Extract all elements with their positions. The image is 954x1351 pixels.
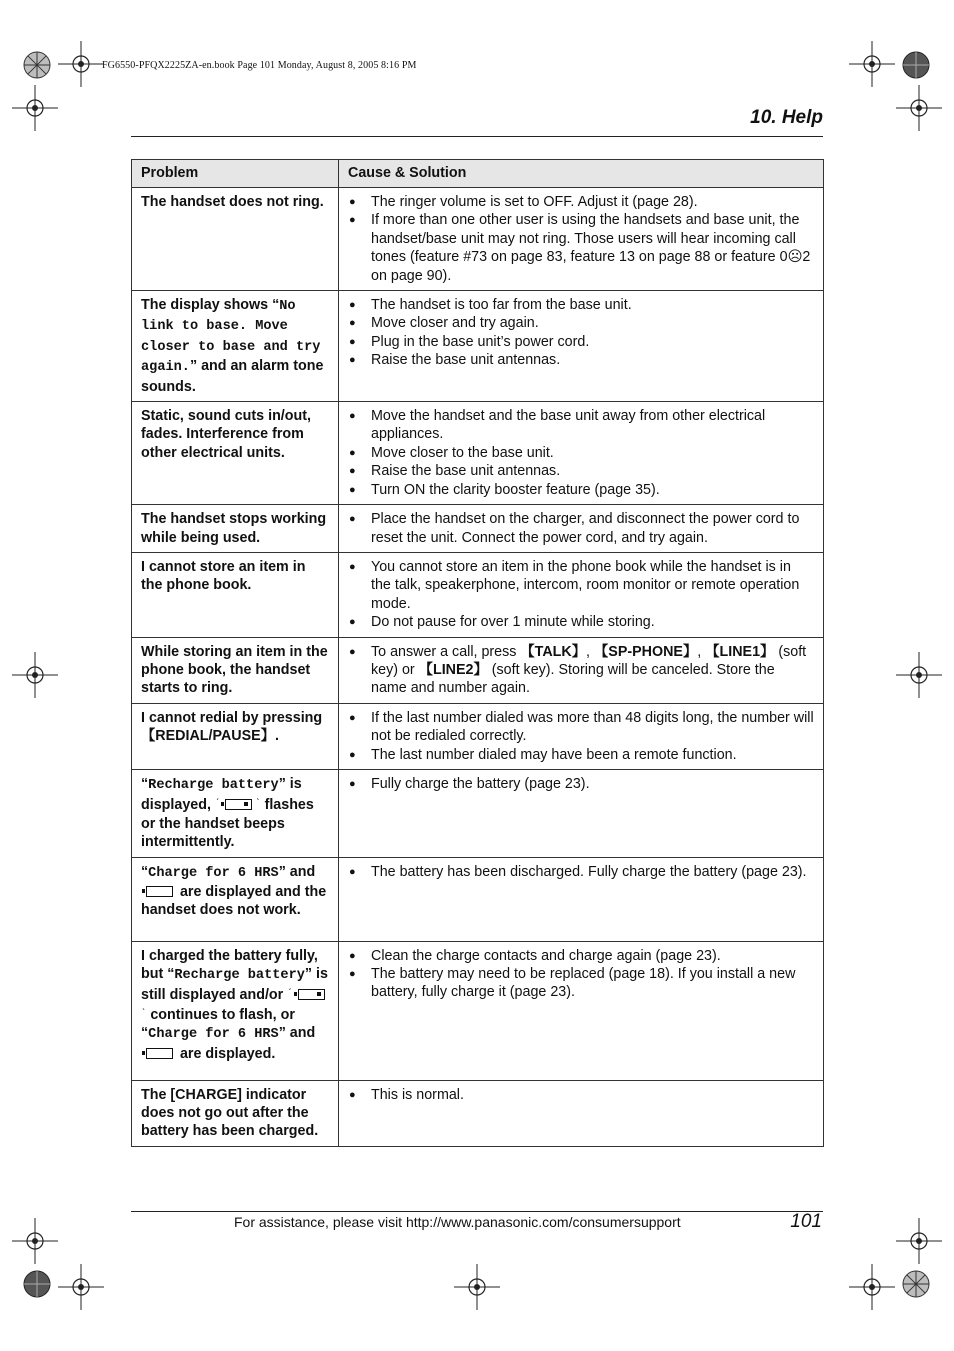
table-row <box>132 505 824 553</box>
solution-item: ● You cannot store an item in the phone book while the handset is in the talk, speakerphone, intercom, room monitor or remote operation mode. <box>348 558 814 613</box>
solution-cell <box>339 1080 824 1146</box>
troubleshooting-table <box>131 159 824 1147</box>
table-header-row <box>132 160 824 188</box>
crop-registration-mark-icon <box>896 1218 942 1264</box>
display-message: Recharge battery <box>148 777 279 793</box>
problem-text: ” and an alarm tone sounds. <box>141 358 324 395</box>
battery-low-flashing-icon <box>225 799 252 810</box>
solution-list <box>348 947 814 1002</box>
crop-registration-mark-icon <box>896 652 942 698</box>
crop-registration-mark-icon <box>454 1264 500 1310</box>
problem-text: “ <box>141 775 149 792</box>
flash-marks-icon: ˋ <box>142 1007 146 1019</box>
solution-list <box>348 775 814 793</box>
header-rule <box>131 136 823 137</box>
print-color-wheel-icon <box>23 51 51 79</box>
problem-cell <box>132 291 339 402</box>
solution-list <box>348 863 814 881</box>
problem-text: The display shows “ <box>141 297 280 314</box>
problem-text: “ <box>141 863 149 880</box>
table-row <box>132 637 824 703</box>
problem-text: ” is displayed, <box>141 775 302 814</box>
problem-cell <box>132 941 339 1080</box>
solution-list <box>348 510 814 547</box>
problem-text: flashes or the handset beeps intermittently. <box>141 797 314 851</box>
solution-item: ● Plug in the base unit’s power cord. <box>348 333 814 351</box>
footer-assistance-text: For assistance, please visit http://www.panasonic.com/consumersupport <box>234 1214 681 1230</box>
solution-cell <box>339 188 824 291</box>
solution-cell <box>339 552 824 637</box>
line1-key-label: 【LINE1】 <box>705 643 775 660</box>
display-message: Charge for 6 HRS <box>148 865 279 881</box>
solution-list <box>348 558 814 632</box>
solution-cell <box>339 857 824 941</box>
solution-item: ● Fully charge the battery (page 23). <box>348 775 814 793</box>
solution-item: ● The ringer volume is set to OFF. Adjust it (page 28). <box>348 193 814 211</box>
crop-registration-mark-icon <box>12 1218 58 1264</box>
problem-text: ” and <box>278 863 316 880</box>
crop-registration-mark-icon <box>849 1264 895 1310</box>
crop-registration-mark-icon <box>58 1264 104 1310</box>
redial-pause-key-label: 【REDIAL/PAUSE】 <box>141 728 275 745</box>
line2-key-label: 【LINE2】 <box>418 661 488 678</box>
solution-item: ● Place the handset on the charger, and disconnect the power cord to reset the unit. Connect the power cord, and try again. <box>348 510 814 547</box>
solution-list <box>348 709 814 764</box>
section-title: 10. Help <box>750 107 823 128</box>
print-color-wheel-icon <box>902 51 930 79</box>
problem-text: I cannot redial by pressing <box>141 709 323 726</box>
footer-rule <box>131 1211 823 1212</box>
page-number: 101 <box>790 1211 822 1232</box>
problem-cell: Static, sound cuts in/out, fades. Interference from other electrical units. <box>132 402 339 505</box>
battery-empty-icon <box>146 886 173 897</box>
flash-marks-icon: ˊ <box>215 798 220 810</box>
problem-text: I charged the battery fully, but “ <box>141 947 318 982</box>
battery-low-flashing-icon <box>298 989 325 1000</box>
display-message: Charge for 6 HRS <box>148 1027 279 1043</box>
flash-marks-icon: ˊ <box>288 988 292 1000</box>
separator: , <box>697 643 706 660</box>
solution-item: ● The battery may need to be replaced (page 18). If you install a new battery, fully charge it (page 23). <box>348 965 814 1002</box>
battery-empty-icon <box>146 1048 173 1059</box>
solution-item: ● Move closer to the base unit. <box>348 444 814 462</box>
print-header: FG6550-PFQX2225ZA-en.book Page 101 Monday, August 8, 2005 8:16 PM <box>102 60 417 71</box>
sp-phone-key-label: 【SP-PHONE】 <box>594 643 698 660</box>
problem-text: ” and <box>278 1025 316 1042</box>
solution-item: ● Clean the charge contacts and charge again (page 23). <box>348 947 814 965</box>
problem-cell: I cannot store an item in the phone book. <box>132 552 339 637</box>
solution-list <box>348 407 814 499</box>
problem-text: are displayed and the handset does not work. <box>141 884 327 919</box>
solution-item: ● If the last number dialed was more than 48 digits long, the number will not be redialed correctly. <box>348 709 814 746</box>
problem-text: . <box>274 728 279 745</box>
table-row <box>132 703 824 769</box>
solution-text: To answer a call, press <box>371 643 521 660</box>
crop-registration-mark-icon <box>849 41 895 87</box>
solution-list <box>348 643 814 698</box>
problem-text: ” is still displayed and/or <box>141 966 328 1004</box>
solution-cell <box>339 941 824 1080</box>
display-message: Recharge battery <box>174 968 305 983</box>
solution-list <box>348 1086 814 1104</box>
solution-item: ● Move the handset and the base unit away from other electrical appliances. <box>348 407 814 444</box>
solution-cell <box>339 505 824 553</box>
problem-cell <box>132 769 339 857</box>
solution-cell <box>339 769 824 857</box>
crop-registration-mark-icon <box>12 85 58 131</box>
problem-cell: The handset stops working while being used. <box>132 505 339 553</box>
solution-item: ● This is normal. <box>348 1086 814 1104</box>
display-message: No link to base. Move closer to base and try again. <box>141 299 321 376</box>
print-color-wheel-icon <box>902 1270 930 1298</box>
flash-marks-icon: ˋ <box>256 798 260 810</box>
problem-cell <box>132 857 339 941</box>
solution-list <box>348 193 814 285</box>
print-color-wheel-icon <box>23 1270 51 1298</box>
table-row <box>132 552 824 637</box>
problem-text: are displayed. <box>176 1045 276 1062</box>
solution-item-continued: ● Move closer and try again. <box>348 314 814 332</box>
solution-item: ● Raise the base unit antennas. <box>348 351 814 369</box>
solution-item: ● Turn ON the clarity booster feature (page 35). <box>348 481 814 499</box>
separator: , <box>586 643 594 660</box>
solution-item: ● Raise the base unit antennas. <box>348 462 814 480</box>
table-row <box>132 769 824 857</box>
problem-cell: The handset does not ring. <box>132 188 339 291</box>
table-row <box>132 402 824 505</box>
solution-item <box>348 643 814 698</box>
solution-item: ● If more than one other user is using the handsets and base unit, the handset/base unit may not ring. Those users will hear incoming call tones (feature #73 on page 83, feature 13 on page 88 or feature 0☹2 on page 90). <box>348 211 814 285</box>
solution-item: ● Do not pause for over 1 minute while storing. <box>348 613 814 631</box>
crop-registration-mark-icon <box>896 85 942 131</box>
column-header-solution: Cause & Solution <box>339 160 824 188</box>
column-header-problem: Problem <box>132 160 339 188</box>
table-row <box>132 857 824 941</box>
solution-item: ● The battery has been discharged. Fully charge the battery (page 23). <box>348 863 814 881</box>
solution-cell <box>339 291 824 402</box>
solution-item: ● The handset is too far from the base unit. <box>348 296 814 314</box>
solution-cell <box>339 703 824 769</box>
solution-item: ● The last number dialed may have been a remote function. <box>348 746 814 764</box>
crop-registration-mark-icon <box>12 652 58 698</box>
solution-text: (soft key) or <box>371 643 807 678</box>
table-row <box>132 941 824 1080</box>
solution-list <box>348 296 814 370</box>
problem-text: continues to flash, or “ <box>141 1006 295 1042</box>
table-row <box>132 1080 824 1146</box>
talk-key-label: 【TALK】 <box>520 643 587 660</box>
problem-cell <box>132 703 339 769</box>
solution-cell <box>339 637 824 703</box>
problem-cell: While storing an item in the phone book, the handset starts to ring. <box>132 637 339 703</box>
solution-text: (soft key). Storing will be canceled. Store the name and number again. <box>371 661 775 697</box>
table-row <box>132 188 824 291</box>
crop-registration-mark-icon <box>58 41 104 87</box>
problem-cell: The [CHARGE] indicator does not go out after the battery has been charged. <box>132 1080 339 1146</box>
solution-cell <box>339 402 824 505</box>
table-row <box>132 291 824 402</box>
